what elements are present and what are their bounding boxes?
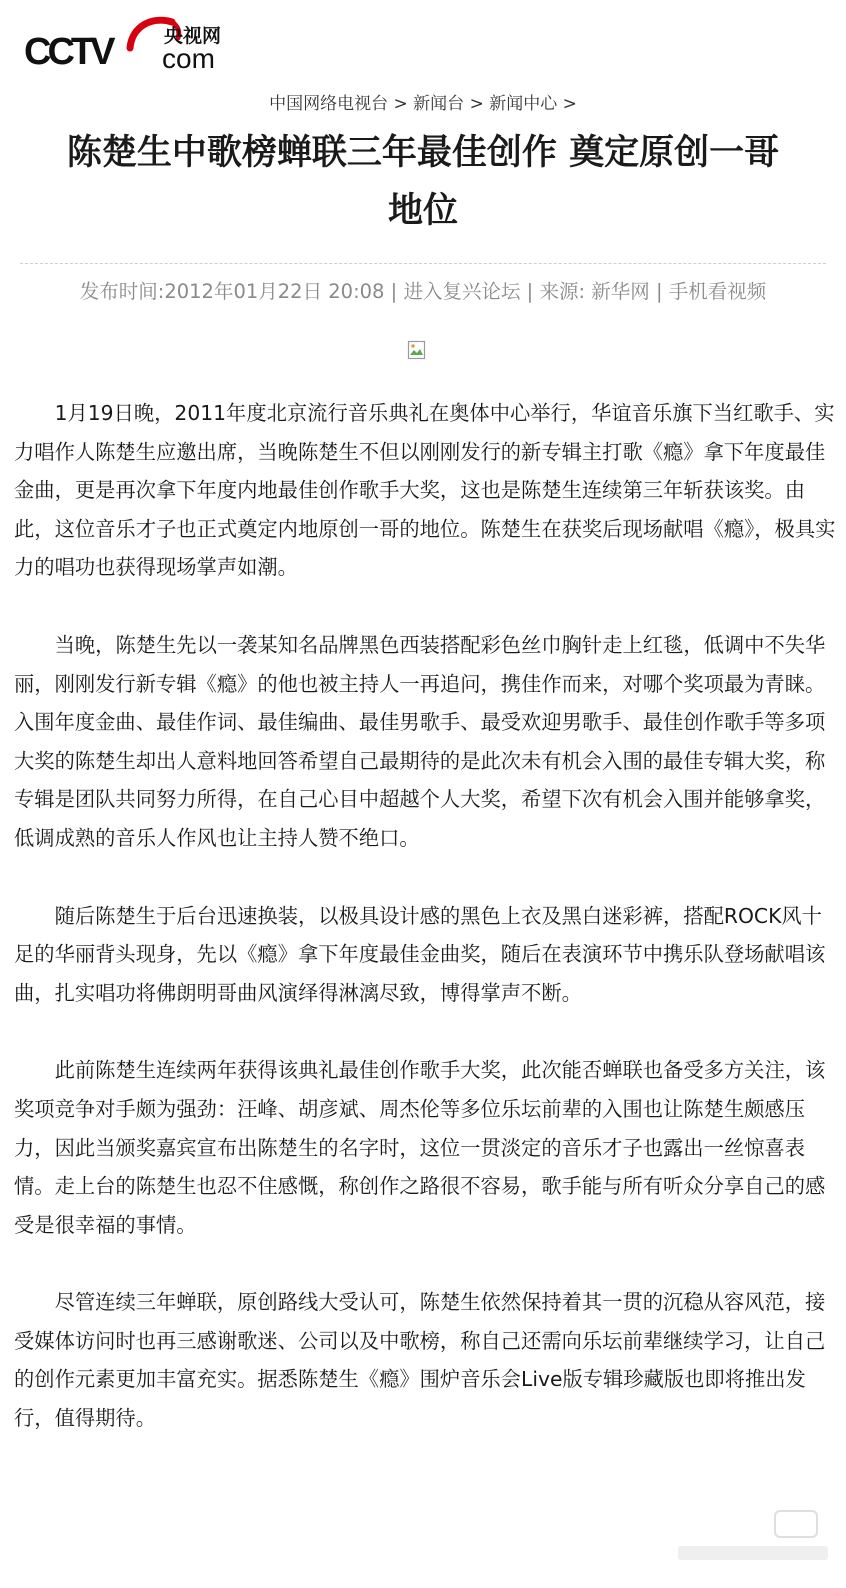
article-meta [0,276,846,304]
broken-image-icon[interactable] [407,340,427,360]
breadcrumb-item-news-center[interactable]: 新闻中心 [489,94,558,114]
meta-separator: | [655,280,663,303]
breadcrumb-separator: > [562,94,577,114]
publish-time: 发布时间:2012年01月22日 20:08 [79,280,385,303]
forum-link[interactable]: 进入复兴论坛 [403,280,521,303]
watermark-bar [678,1546,828,1560]
logo-com: com [162,43,215,74]
watermark [668,1510,828,1574]
article-title-line-1: 陈楚生中歌榜蝉联三年最佳创作 奠定原创一哥 [66,133,780,173]
article-paragraph: 当晚，陈楚生先以一袭某知名品牌黑色西装搭配彩色丝巾胸针走上红毯，低调中不失华丽，刚刚发行新专辑《瘾》的他也被主持人一再追问，携佳作而来，对哪个奖项最为青睐。入围年度金曲、最佳作词、最佳编曲、最佳男歌手、最受欢迎男歌手、最佳创作歌手等多项大奖的陈楚生却出人意料地回答希望自己最期待的是此次未有机会入围的最佳专辑大奖，称专辑是团队共同努力所得，在自己心目中超越个人大奖，希望下次有机会入围并能够拿奖，低调成熟的音乐人作风也让主持人赞不绝口。 [14,632,826,850]
article-paragraph: 1月19日晚，2011年度北京流行音乐典礼在奥体中心举行，华谊音乐旗下当红歌手、实力唱作人陈楚生应邀出席，当晚陈楚生不但以刚刚发行的新专辑主打歌《瘾》拿下年度最佳金曲，更是再次拿下年度内地最佳创作歌手大奖，这也是陈楚生连续第三年斩获该奖。由此，这位音乐才子也正式奠定内地原创一哥的地位。陈楚生在获奖后现场献唱《瘾》，极具实力的唱功也获得现场掌声如潮。 [14,401,836,580]
title-divider [20,263,826,264]
article-title [20,124,826,240]
meta-separator: | [390,280,398,303]
watermark-badge [774,1510,818,1538]
article-paragraph: 此前陈楚生连续两年获得该典礼最佳创作歌手大奖，此次能否蝉联也备受多方关注，该奖项竞争对手颇为强劲：汪峰、胡彦斌、周杰伦等多位乐坛前辈的入围也让陈楚生颇感压力，因此当颁奖嘉宾宣布出陈楚生的名字时，这位一贯淡定的音乐才子也露出一丝惊喜表情。走上台的陈楚生也忍不住感慨，称创作之路很不容易，歌手能与所有听众分享自己的感受是很幸福的事情。 [14,1058,826,1237]
cctv-logo[interactable] [22,12,242,74]
logo-wordmark: CCTV [24,31,112,73]
breadcrumb-separator: > [469,94,484,114]
mobile-video-link[interactable]: 手机看视频 [668,280,767,303]
logo-chinese-name: 央视网 [164,25,222,47]
article-title-line-2: 地位 [387,191,458,231]
article-paragraph: 随后陈楚生于后台迅速换装，以极具设计感的黑色上衣及黑白迷彩裤，搭配ROCK风十足的华丽背头现身，先以《瘾》拿下年度最佳金曲奖，随后在表演环节中携乐队登场献唱该曲，扎实唱功将佛朗明哥曲风演绎得淋漓尽致，博得掌声不断。 [14,903,826,1005]
meta-separator: | [526,280,534,303]
article-paragraph: 尽管连续三年蝉联，原创路线大受认可，陈楚生依然保持着其一贯的沉稳从容风范，接受媒体访问时也再三感谢歌迷、公司以及中歌榜，称自己还需向乐坛前辈继续学习，让自己的创作元素更加丰富充实。据悉陈楚生《瘾》围炉音乐会Live版专辑珍藏版也即将推出发行，值得期待。 [14,1290,826,1431]
breadcrumb [0,89,846,114]
cctv-logo-graphic [22,12,242,74]
breadcrumb-separator: > [393,94,408,114]
article-body [14,394,836,1477]
breadcrumb-item-cntv[interactable]: 中国网络电视台 [269,94,389,114]
article-source: 来源: 新华网 [539,280,650,303]
breadcrumb-item-news-channel[interactable]: 新闻台 [413,94,465,114]
